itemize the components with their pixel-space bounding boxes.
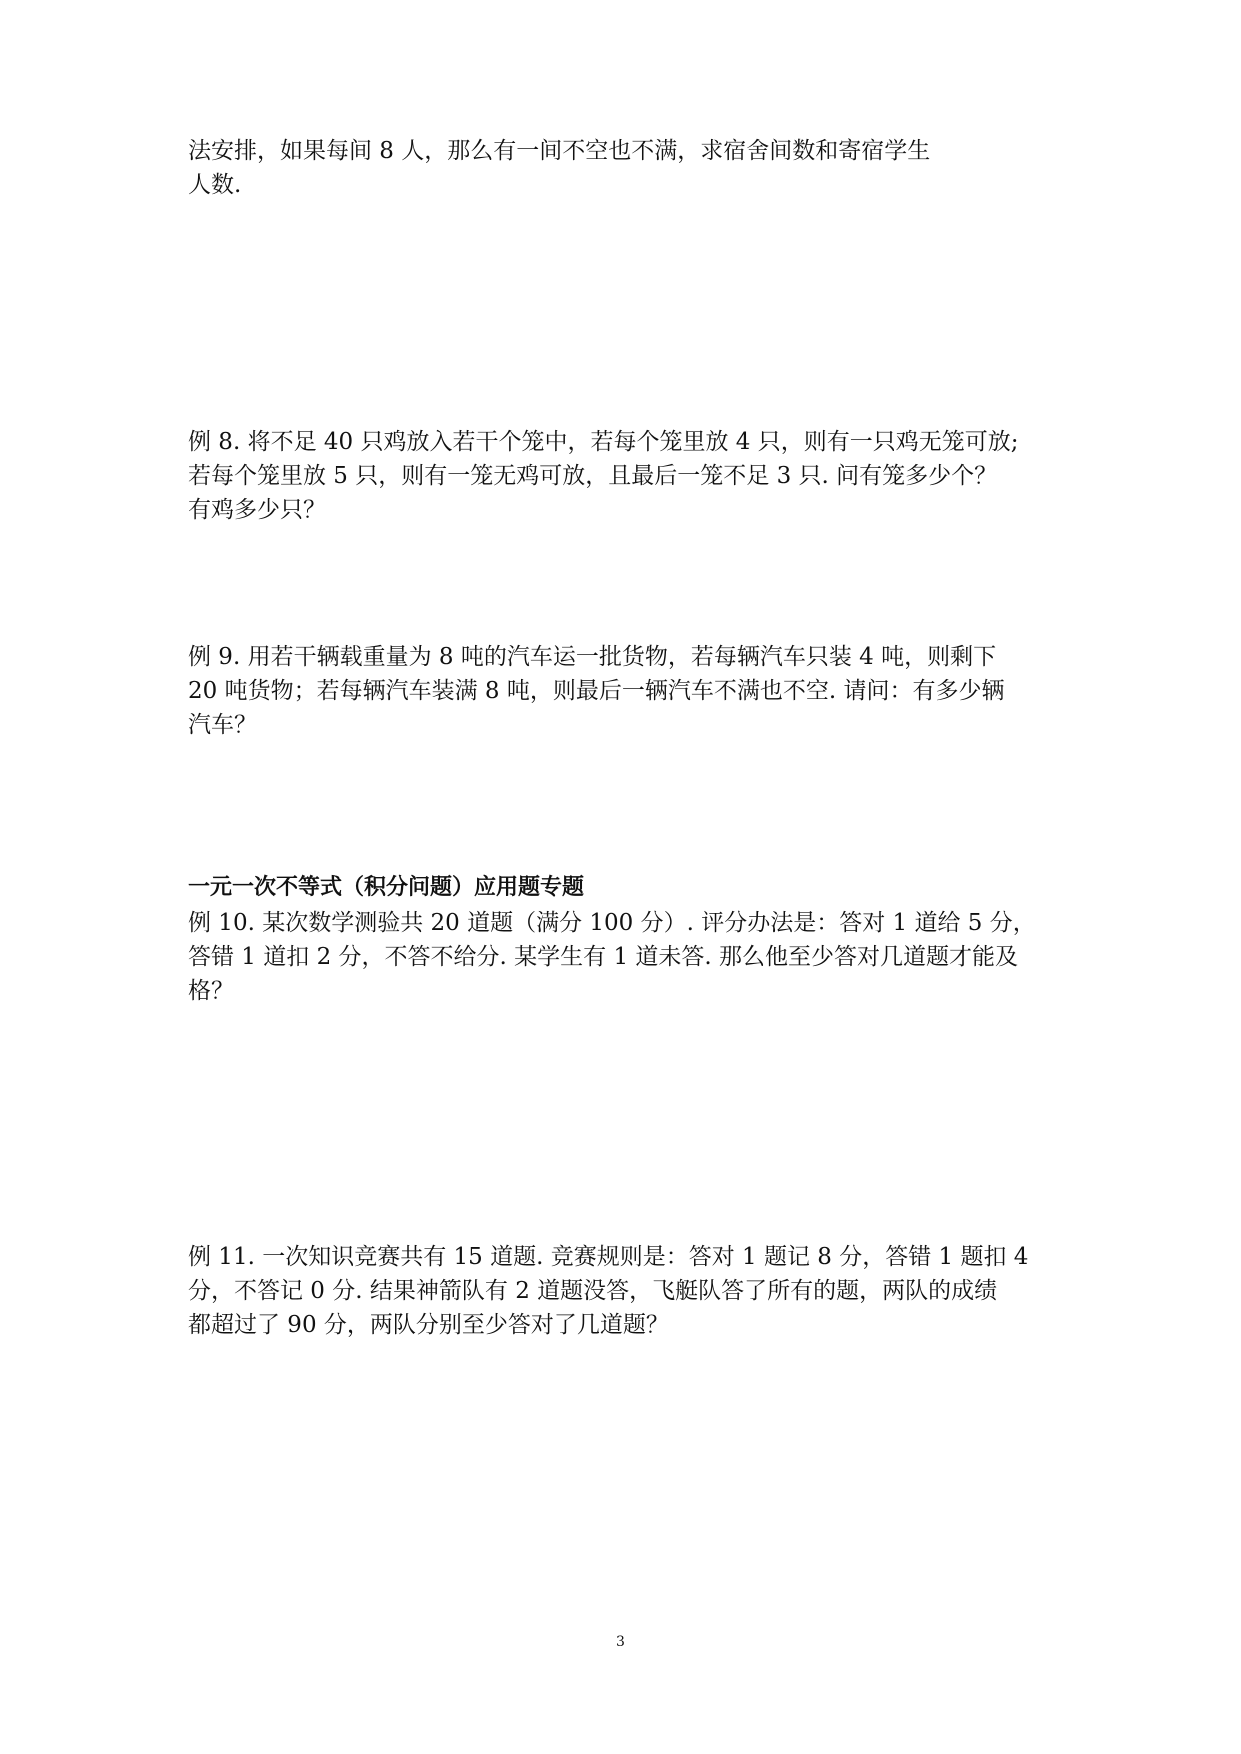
text-line: 汽车？	[188, 712, 257, 738]
page-number: 3	[616, 1634, 625, 1650]
text-line: 20 吨货物；若每辆汽车装满 8 吨，则最后一辆汽车不满也不空. 请问：有多少辆	[188, 678, 1005, 704]
problem-9	[188, 640, 1068, 742]
text-line: 例 10. 某次数学测验共 20 道题（满分 100 分）. 评分办法是：答对 1 道给 5 分，	[188, 910, 1036, 936]
text-line: 例 8. 将不足 40 只鸡放入若干个笼中，若每个笼里放 4 只，则有一只鸡无笼可放;	[188, 429, 1019, 455]
text-line: 若每个笼里放 5 只，则有一笼无鸡可放，且最后一笼不足 3 只. 问有笼多少个？	[188, 463, 998, 489]
problem-10	[188, 906, 1068, 1008]
text-line: 格？	[188, 978, 234, 1004]
text-line: 人数.	[188, 172, 242, 198]
text-line: 法安排，如果每间 8 人，那么有一间不空也不满，求宿舍间数和寄宿学生	[188, 138, 931, 164]
problem-11	[188, 1240, 1068, 1342]
text-line: 例 9. 用若干辆载重量为 8 吨的汽车运一批货物，若每辆汽车只装 4 吨，则剩下	[188, 644, 997, 670]
text-line: 答错 1 道扣 2 分，不答不给分. 某学生有 1 道未答. 那么他至少答对几道题才能及	[188, 944, 1019, 970]
text-line: 分，不答记 0 分. 结果神箭队有 2 道题没答，飞艇队答了所有的题，两队的成绩	[188, 1278, 998, 1304]
problem-7-continuation	[188, 134, 1068, 202]
text-line: 都超过了 90 分，两队分别至少答对了几道题？	[188, 1312, 669, 1338]
text-line: 有鸡多少只？	[188, 497, 326, 523]
problem-8	[188, 425, 1068, 527]
section-heading: 一元一次不等式（积分问题）应用题专题	[188, 875, 585, 900]
text-line: 例 11. 一次知识竞赛共有 15 道题. 竞赛规则是：答对 1 题记 8 分，答错 1 题扣 4	[188, 1244, 1029, 1270]
